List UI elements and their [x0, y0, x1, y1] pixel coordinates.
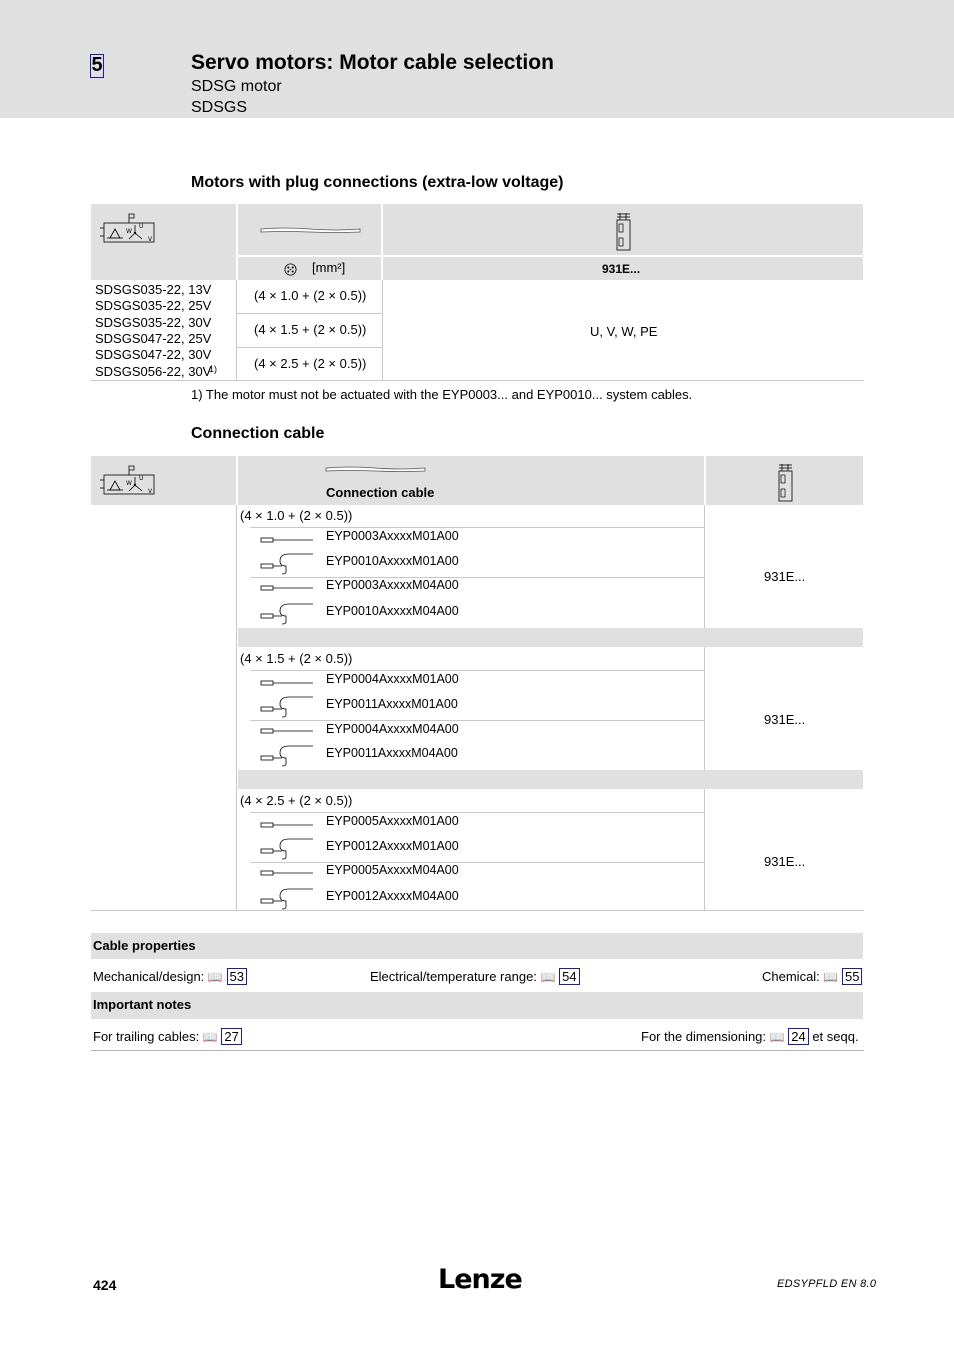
pin-assignment: U, V, W, PE — [590, 324, 658, 339]
trailing-label: For trailing cables: — [93, 1029, 200, 1044]
page-subtitle-motor: SDSG motor — [191, 78, 282, 95]
connector-header: 931E... — [602, 262, 641, 276]
straight-plug-icon — [260, 678, 314, 688]
connection-section-title: Connection cable — [191, 425, 325, 442]
unit-label: [mm²] — [312, 260, 346, 275]
cable-properties-title: Cable properties — [93, 938, 196, 953]
straight-plug-icon — [260, 583, 314, 593]
cross-section: (4 × 1.0 + (2 × 0.5)) — [254, 288, 367, 303]
motor-name: SDSGS035-22, 25V — [95, 298, 212, 313]
straight-plug-icon — [260, 868, 314, 878]
cable-properties-header — [91, 933, 863, 959]
group-separator — [238, 770, 863, 789]
electrical-ref — [370, 969, 580, 984]
group-separator — [238, 628, 863, 647]
footnote-mark: 1) — [209, 364, 218, 374]
group-connector: 931E... — [764, 854, 806, 869]
cable-order-code: EYP0005AxxxxM01A00 — [326, 814, 459, 828]
electrical-page-link[interactable]: 54 — [559, 968, 579, 985]
angled-plug-icon — [260, 695, 314, 719]
cable-order-code: EYP0003AxxxxM04A00 — [326, 578, 459, 592]
chemical-label: Chemical: — [762, 969, 820, 984]
cross-section: (4 × 1.5 + (2 × 0.5)) — [254, 322, 367, 337]
connector-icon — [615, 212, 632, 252]
straight-plug-icon — [260, 820, 314, 830]
plug-footnote: 1) The motor must not be actuated with the EYP0003... and EYP0010... system cables. — [191, 387, 693, 402]
dimensioning-label: For the dimensioning: — [641, 1029, 767, 1044]
motor-name: SDSGS056-22, 30V — [95, 364, 212, 379]
trailing-ref — [93, 1029, 242, 1044]
page-title: Servo motors: Motor cable selection — [191, 51, 554, 74]
dimensioning-page-link[interactable]: 24 — [788, 1028, 808, 1045]
cross-section: (4 × 2.5 + (2 × 0.5)) — [254, 356, 367, 371]
chemical-page-link[interactable]: 55 — [842, 968, 862, 985]
book-icon: 📖 — [202, 1030, 218, 1044]
angled-plug-icon — [260, 887, 314, 911]
dimensioning-suffix: et seqq. — [812, 1029, 859, 1044]
motor-name: SDSGS047-22, 25V — [95, 331, 212, 346]
document-code: EDSYPFLD EN 8.0 — [777, 1278, 877, 1290]
angled-plug-icon — [260, 602, 314, 626]
mechanical-label: Mechanical/design: — [93, 969, 205, 984]
cable-order-code: EYP0010AxxxxM01A00 — [326, 554, 459, 568]
cable-order-code: EYP0005AxxxxM04A00 — [326, 863, 459, 877]
motor-icon — [99, 463, 157, 497]
page-subtitle-series: SDSGS — [191, 99, 248, 116]
group-cross-section: (4 × 1.0 + (2 × 0.5)) — [240, 508, 353, 523]
motor-name: SDSGS035-22, 13V — [95, 282, 212, 297]
book-icon: 📖 — [540, 970, 556, 984]
chemical-ref — [762, 969, 862, 984]
motor-name: SDSGS047-22, 30V — [95, 347, 212, 362]
cable-order-code: EYP0012AxxxxM01A00 — [326, 839, 459, 853]
page-number: 424 — [93, 1277, 117, 1293]
group-connector: 931E... — [764, 569, 806, 584]
motor-icon — [99, 211, 157, 245]
group-connector: 931E... — [764, 712, 806, 727]
book-icon: 📖 — [207, 970, 223, 984]
angled-plug-icon — [260, 837, 314, 861]
cross-section-icon — [284, 263, 297, 276]
svg-text:V: V — [148, 236, 153, 243]
mechanical-page-link[interactable]: 53 — [227, 968, 247, 985]
cable-icon — [260, 226, 361, 234]
svg-text:V: V — [148, 488, 153, 495]
svg-text:W: W — [126, 228, 132, 235]
dimensioning-ref — [641, 1029, 859, 1044]
group-cross-section: (4 × 2.5 + (2 × 0.5)) — [240, 793, 353, 808]
unit-cell — [238, 257, 381, 280]
electrical-label: Electrical/temperature range: — [370, 969, 537, 984]
book-icon: 📖 — [823, 970, 839, 984]
chapter-number[interactable]: 5 — [91, 54, 103, 76]
plug-section-title: Motors with plug connections (extra-low voltage) — [191, 174, 564, 191]
straight-plug-icon — [260, 726, 314, 736]
cable-header: Connection cable — [326, 485, 435, 500]
cable-order-code: EYP0003AxxxxM01A00 — [326, 529, 459, 543]
important-notes-title: Important notes — [93, 997, 192, 1012]
cable-order-code: EYP0004AxxxxM01A00 — [326, 672, 459, 686]
cable-header-cell — [238, 456, 704, 505]
svg-text:U: U — [139, 223, 144, 230]
lenze-logo: Lenze — [438, 1264, 522, 1295]
angled-plug-icon — [260, 744, 314, 768]
svg-text:U: U — [139, 475, 144, 482]
book-icon: 📖 — [769, 1030, 785, 1044]
cable-order-code: EYP0012AxxxxM04A00 — [326, 889, 459, 903]
cable-order-code: EYP0004AxxxxM04A00 — [326, 722, 459, 736]
connector-icon — [777, 463, 794, 503]
svg-text:W: W — [126, 480, 132, 487]
cable-order-code: EYP0011AxxxxM04A00 — [326, 746, 458, 760]
group-cross-section: (4 × 1.5 + (2 × 0.5)) — [240, 651, 353, 666]
important-notes-header — [91, 992, 863, 1019]
angled-plug-icon — [260, 552, 314, 576]
cable-order-code: EYP0011AxxxxM01A00 — [326, 697, 458, 711]
motor-name: SDSGS035-22, 30V — [95, 315, 212, 330]
cable-order-code: EYP0010AxxxxM04A00 — [326, 604, 459, 618]
mechanical-ref — [93, 969, 247, 984]
cable-icon — [325, 465, 426, 473]
straight-plug-icon — [260, 535, 314, 545]
trailing-page-link[interactable]: 27 — [221, 1028, 241, 1045]
